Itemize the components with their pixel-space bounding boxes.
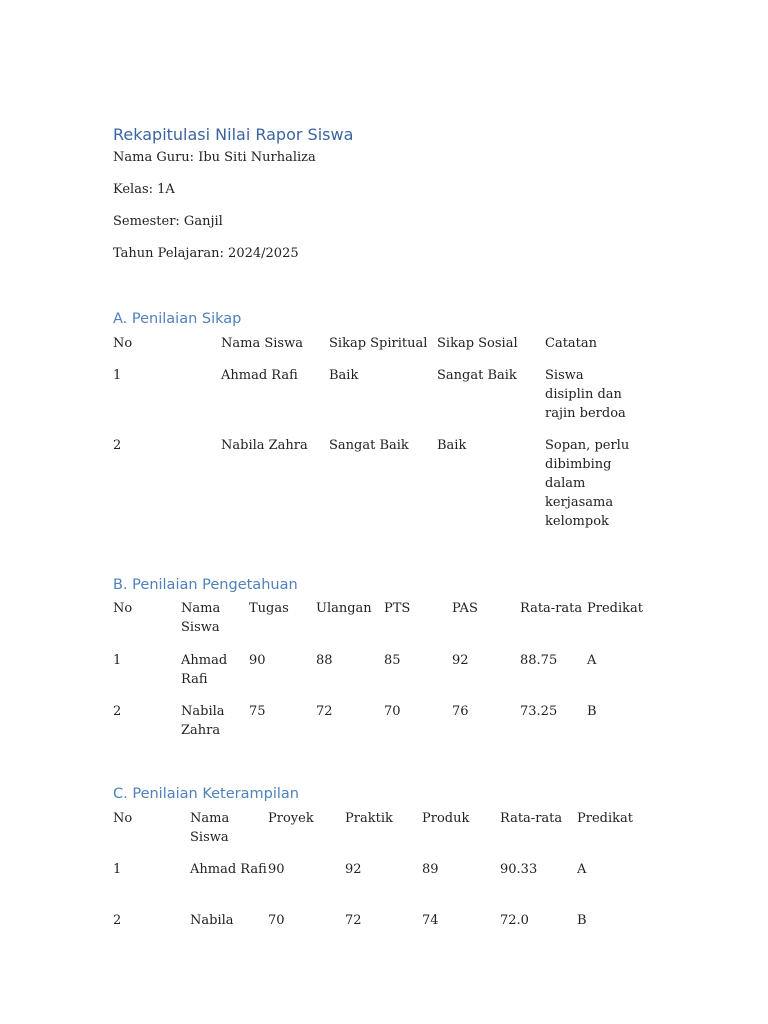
academic-year: Tahun Pelajaran: 2024/2025 [113, 246, 299, 261]
document-title: Rekapitulasi Nilai Rapor Siswa [113, 125, 354, 144]
table-cell: 1 [113, 862, 122, 877]
table-cell: Nabila Zahra [181, 704, 225, 738]
header-cell: Praktik [345, 811, 393, 826]
header-cell: Nama Siswa [181, 601, 221, 635]
table-pengetahuan [113, 599, 647, 740]
table-cell: Nabila Zahra [221, 438, 308, 453]
table-sikap [113, 334, 635, 531]
header-cell: No [113, 601, 133, 616]
table-cell: 92 [345, 862, 362, 877]
header-cell: Sikap Sosial [437, 336, 518, 351]
table-cell: 70 [268, 913, 285, 928]
table-row [113, 651, 647, 702]
table-cell: 2 [113, 704, 122, 719]
class-info: Kelas: 1A [113, 182, 175, 197]
header-cell: Rata-rata [520, 601, 583, 616]
table-header-row [113, 334, 635, 366]
table-keterampilan [113, 809, 647, 930]
table-cell: 73.25 [520, 704, 558, 719]
header-cell: Catatan [545, 336, 598, 351]
table-cell: 75 [249, 704, 266, 719]
table-cell: A [577, 862, 587, 877]
table-cell: 70 [384, 704, 401, 719]
table-cell: 2 [113, 438, 122, 453]
table-cell: Siswa disiplin dan rajin berdoa [545, 368, 626, 421]
table-cell: 76 [452, 704, 469, 719]
table-cell: 90.33 [500, 862, 538, 877]
table-cell: 90 [249, 653, 266, 668]
table-cell: Baik [437, 438, 467, 453]
table-cell: Ahmad Rafi [190, 862, 267, 877]
table-cell: 89 [422, 862, 439, 877]
header-cell: PTS [384, 601, 411, 616]
table-row [113, 702, 647, 740]
table-cell: 72 [345, 913, 362, 928]
table-cell: 88 [316, 653, 333, 668]
table-cell: Sangat Baik [329, 438, 409, 453]
table-cell: Sangat Baik [437, 368, 517, 383]
table-row [113, 366, 635, 436]
table-row [113, 436, 635, 531]
table-cell: Ahmad Rafi [221, 368, 298, 383]
header-cell: Rata-rata [500, 811, 563, 826]
table-cell: Ahmad Rafi [181, 653, 228, 687]
table-cell: 88.75 [520, 653, 558, 668]
table-cell: Baik [329, 368, 359, 383]
header-cell: No [113, 336, 133, 351]
header-cell: Nama Siswa [221, 336, 303, 351]
table-row [113, 860, 647, 911]
semester-info: Semester: Ganjil [113, 214, 223, 229]
header-cell: Ulangan [316, 601, 372, 616]
table-cell: 85 [384, 653, 401, 668]
section-heading-sikap: A. Penilaian Sikap [113, 311, 242, 327]
header-cell: Tugas [249, 601, 289, 616]
table-cell: Nabila [190, 913, 234, 928]
header-cell: PAS [452, 601, 478, 616]
table-cell: 72.0 [500, 913, 529, 928]
table-cell: 1 [113, 653, 122, 668]
table-cell: 74 [422, 913, 439, 928]
header-cell: Produk [422, 811, 470, 826]
table-cell: B [587, 704, 597, 719]
teacher-name: Nama Guru: Ibu Siti Nurhaliza [113, 150, 316, 165]
table-cell: B [577, 913, 587, 928]
table-cell: 1 [113, 368, 122, 383]
header-cell: Sikap Spiritual [329, 336, 428, 351]
header-cell: No [113, 811, 133, 826]
header-cell: Proyek [268, 811, 314, 826]
table-cell: A [587, 653, 597, 668]
table-header-row [113, 809, 647, 860]
table-cell: 90 [268, 862, 285, 877]
table-row [113, 911, 647, 930]
section-heading-pengetahuan: B. Penilaian Pengetahuan [113, 577, 298, 593]
header-cell: Nama Siswa [190, 811, 230, 845]
table-header-row [113, 599, 647, 651]
table-cell: 92 [452, 653, 469, 668]
section-heading-keterampilan: C. Penilaian Keterampilan [113, 786, 299, 802]
header-cell: Predikat [577, 811, 633, 826]
table-cell: 72 [316, 704, 333, 719]
table-cell: 2 [113, 913, 122, 928]
table-cell: Sopan, perlu dibimbing dalam kerjasama kelompok [545, 438, 630, 529]
header-cell: Predikat [587, 601, 643, 616]
